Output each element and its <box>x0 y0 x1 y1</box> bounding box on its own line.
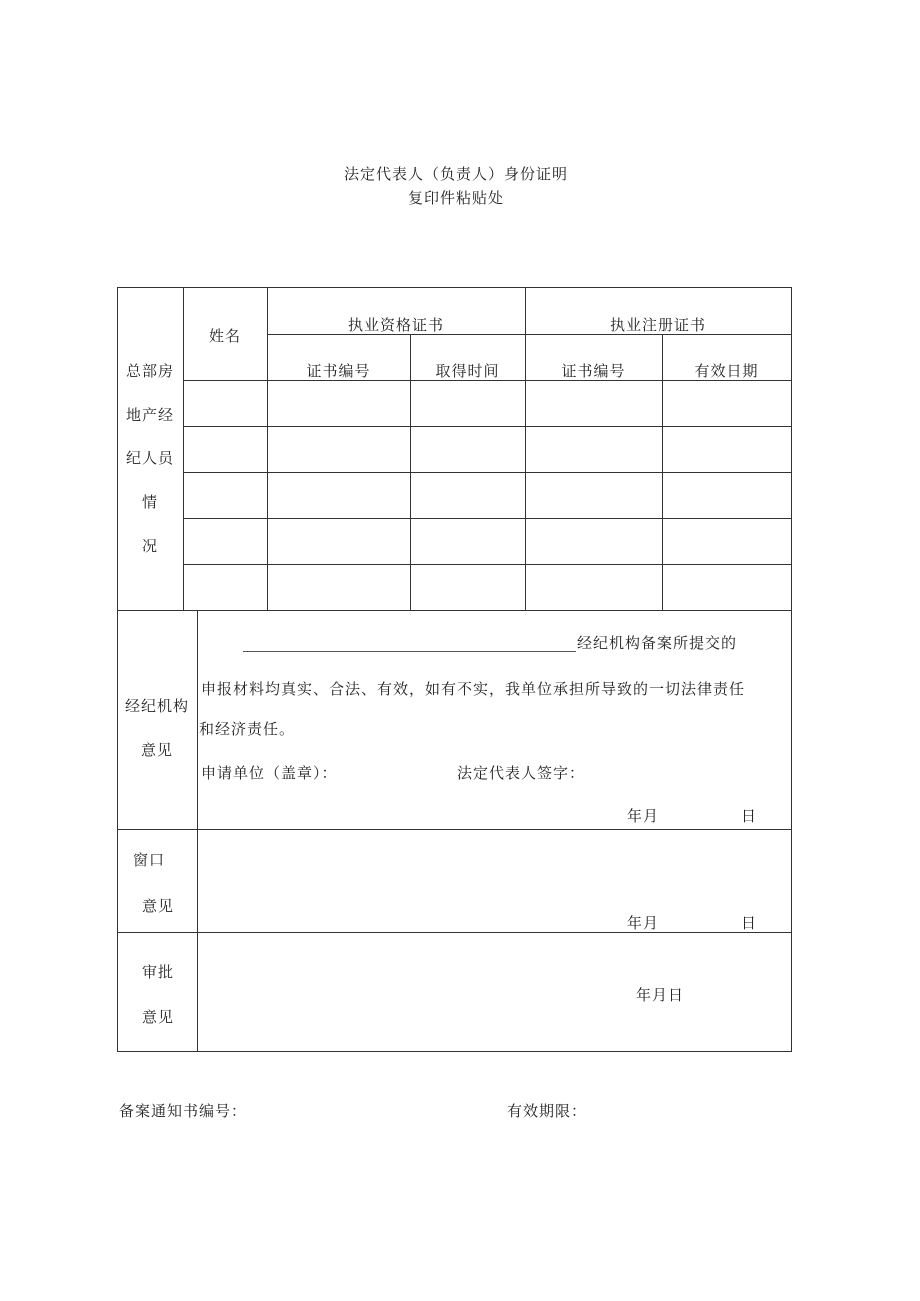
row-divider-3 <box>183 472 792 473</box>
section-divider-3 <box>117 932 792 933</box>
row-divider-2 <box>183 426 792 427</box>
approval-date: 年月日 <box>636 986 685 1004</box>
agency-name-blank[interactable] <box>243 651 576 652</box>
legal-rep-signature-label: 法定代表人签字： <box>457 764 586 782</box>
staff-side-label-1: 总部房 <box>125 362 174 380</box>
agency-date-year-month: 年月 <box>627 807 660 825</box>
approval-label-2: 意见 <box>142 1008 175 1026</box>
staff-side-label-2: 地产经 <box>125 406 174 424</box>
opinion-col-divider <box>197 610 198 1052</box>
sub-header-qual-number: 证书编号 <box>306 362 371 380</box>
registration-header: 执业注册证书 <box>609 316 706 334</box>
sub-header-obtained-date: 取得时间 <box>435 362 500 380</box>
section-divider-2 <box>117 829 792 830</box>
title-line-1: 法定代表人（负责人）身份证明 <box>343 165 568 183</box>
title-line-2: 复印件粘贴处 <box>407 189 504 207</box>
window-date-year-month: 年月 <box>627 914 660 932</box>
sub-header-reg-number: 证书编号 <box>561 362 626 380</box>
agency-text-line3: 和经济责任。 <box>199 720 296 738</box>
applicant-seal-label: 申请单位（盖章）： <box>201 764 338 782</box>
table-border-top <box>117 287 792 288</box>
sub-header-valid-date: 有效日期 <box>694 362 759 380</box>
agency-label-2: 意见 <box>140 741 173 759</box>
window-label-1: 窗口 <box>133 851 166 869</box>
window-label-2: 意见 <box>142 897 175 915</box>
notice-number-label: 备案通知书编号： <box>119 1102 248 1120</box>
section-divider-1 <box>117 610 792 611</box>
agency-text-line1: 经纪机构备案所提交的 <box>577 634 738 652</box>
name-header: 姓名 <box>208 327 241 345</box>
approval-label-1: 审批 <box>142 963 175 981</box>
agency-label-1: 经纪机构 <box>124 697 189 715</box>
row-divider-5 <box>183 564 792 565</box>
table-border-right <box>791 287 792 1052</box>
agency-date-day: 日 <box>741 807 758 825</box>
window-date-day: 日 <box>741 914 758 932</box>
staff-side-label-3: 纪人员 <box>125 449 174 467</box>
agency-text-line2: 申报材料均真实、合法、有效，如有不实，我单位承担所导致的一切法律责任 <box>201 680 746 698</box>
staff-side-label-5: 况 <box>141 537 158 555</box>
table-border-left <box>117 287 118 1052</box>
row-divider-4 <box>183 518 792 519</box>
staff-side-label-4: 情 <box>141 493 158 511</box>
staff-col-divider-2 <box>267 287 268 610</box>
table-border-bottom <box>117 1051 792 1052</box>
staff-col-divider-4 <box>525 287 526 610</box>
validity-label: 有效期限： <box>507 1102 588 1120</box>
qualification-header: 执业资格证书 <box>347 316 444 334</box>
